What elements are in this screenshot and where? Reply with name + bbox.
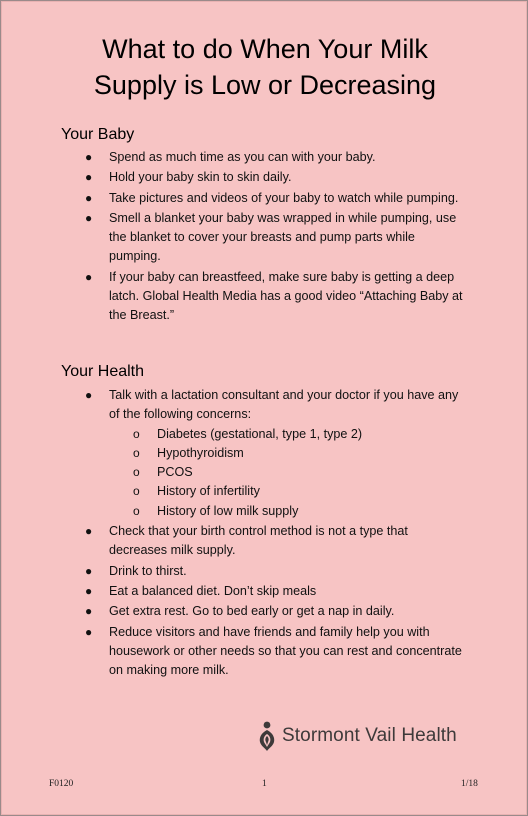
page-number: 1 [262,779,267,789]
sub-list-item [109,482,469,501]
logo-text: Stormont Vail Health [282,725,457,746]
circle-bullet-icon: o [133,426,140,441]
sub-list-item-text: PCOS [157,465,193,480]
list-item [1,562,528,581]
bullet-icon: ● [85,269,93,284]
bullet-icon: ● [85,604,93,619]
list-item-text: Check that your birth control method is not a type that decreases milk supply. [109,524,408,558]
circle-bullet-icon: o [133,465,140,480]
sub-list-item [109,463,469,482]
sub-list-item-text: History of low milk supply [157,503,299,518]
page-title [1,31,528,103]
circle-bullet-icon: o [133,445,140,460]
form-number: F0120 [49,779,74,789]
circle-bullet-icon: o [133,484,140,499]
your-health-list [1,386,528,681]
list-item [1,148,528,167]
list-item-text: Talk with a lactation consultant and your doctor if you have any of the following concerns: [109,388,459,422]
list-item-text: Spend as much time as you can with your baby. [109,150,376,164]
list-item [1,209,528,267]
list-item-text: Take pictures and videos of your baby to watch while pumping. [109,190,459,205]
list-item [1,168,528,187]
list-item-text: Reduce visitors and have friends and family help you with housework or other needs so that you can rest and concentrate on making more milk. [109,624,462,678]
list-item-text: Smell a blanket your baby was wrapped in while pumping, use the blanket to cover your breasts and pump parts while pumping. [109,210,457,264]
sub-list-item [109,444,469,463]
list-item-text: Hold your baby skin to skin daily. [109,170,292,185]
bullet-icon: ● [85,388,93,402]
list-item [1,582,528,601]
bullet-icon: ● [85,150,93,164]
sub-list-item-text: Hypothyroidism [157,445,244,460]
bullet-icon: ● [85,624,93,639]
list-item-text: Drink to thirst. [109,563,187,578]
bullet-icon: ● [85,210,93,225]
sub-list-item [109,502,469,521]
sub-list-item [109,425,469,444]
sub-list-item-text: Diabetes (gestational, type 1, type 2) [157,426,363,441]
bullet-icon: ● [85,524,93,539]
bullet-icon: ● [85,190,93,205]
concerns-sublist [109,425,469,521]
circle-bullet-icon: o [133,503,140,518]
page-title-line-2: Supply is Low or Decreasing [93,70,437,100]
stormont-vail-logo [258,721,457,751]
list-item [1,386,528,521]
stormont-vail-logo-icon [258,721,276,751]
sub-list-item-text: History of infertility [157,484,260,499]
your-baby-list [1,148,528,327]
list-item [1,522,528,561]
section-heading-your-baby: Your Baby [61,126,135,143]
list-item-text: Get extra rest. Go to bed early or get a nap in daily. [109,604,395,619]
page-title-line-1: What to do When Your Milk [102,34,428,64]
bullet-icon: ● [85,563,93,578]
list-item-text: Eat a balanced diet. Don’t skip meals [109,583,317,598]
bullet-icon: ● [85,170,93,185]
list-item [1,602,528,621]
list-item [1,268,528,326]
section-heading-your-health: Your Health [61,363,145,380]
list-item [1,189,528,208]
list-item-text: If your baby can breastfeed, make sure baby is getting a deep latch. Global Health Media has a good video “Attaching Baby at the Breast.” [109,269,463,323]
revision-date: 1/18 [461,779,478,789]
list-item [1,623,528,681]
bullet-icon: ● [85,583,93,598]
